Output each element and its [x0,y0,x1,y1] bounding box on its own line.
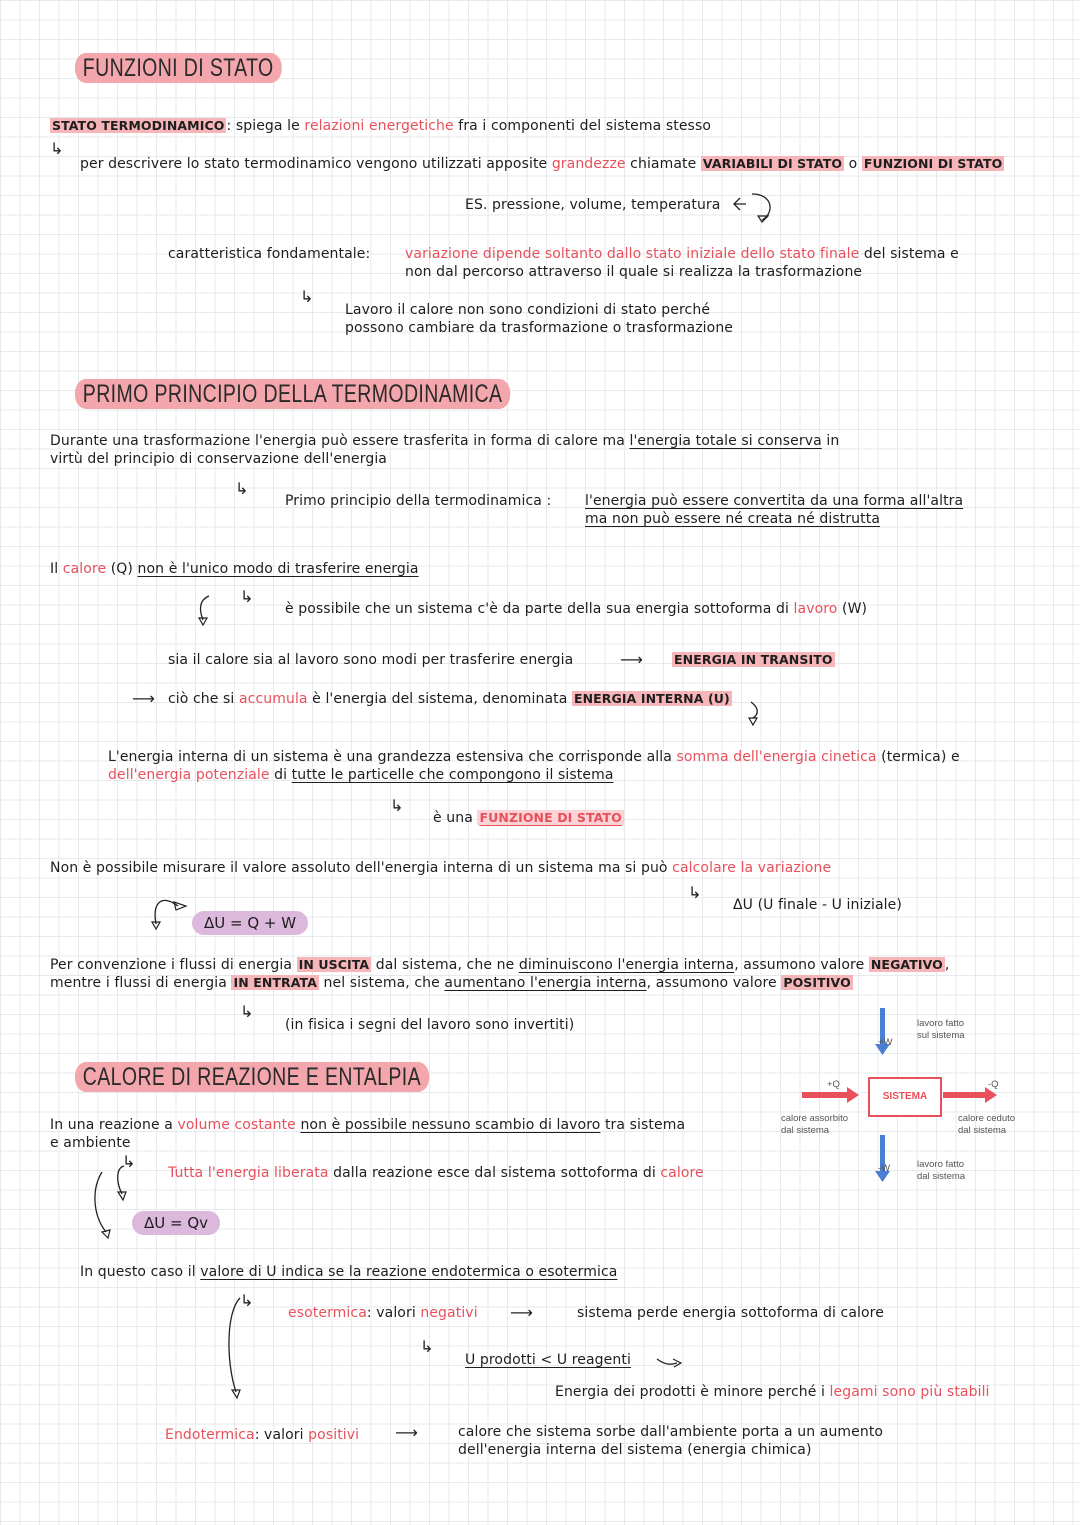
curved-arrow-icon [655,1355,685,1375]
hook-arrow-icon: ↳ [235,479,249,498]
example-line: ES. pressione, volume, temperatura [465,197,721,213]
long-arrow-icon: ⟶ [510,1303,533,1322]
plus-q-label: +Q [827,1079,840,1090]
hook-arrow-icon: ↳ [240,587,254,606]
minus-w-label: -W [878,1163,891,1174]
hook-arrow-icon: ↳ [688,883,702,902]
term-variabili-di-stato: VARIABILI DI STATO [702,156,843,171]
energia-in-transito: ENERGIA IN TRANSITO [674,652,833,667]
primo-principio-def-1: l'energia può essere convertita da una forma all'altra [585,493,964,509]
endotermica-result-2: dell'energia interna del sistema (energia chimica) [458,1442,812,1458]
convenzione-line-2: mentre i flussi di energia IN ENTRATA nel sistema, che aumentano l'energia interna, assumono valore POSITIVO [50,975,851,991]
calore-assorbito-label-1: calore assorbito [781,1113,849,1124]
primo-principio-label: Primo principio della termodinamica : [285,493,552,509]
primo-principio-def-2: ma non può essere né creata né distrutta [585,511,881,527]
u-prodotti-reagenti: U prodotti < U reagenti [465,1352,631,1368]
section-title-primo-principio: PRIMO PRINCIPIO DELLA TERMODINAMICA [75,379,510,409]
plus-w-label: +W [878,1037,893,1048]
diagram-arrows [780,1005,1040,1195]
non-possibile-line: Non è possibile misurare il valore assoluto dell'energia interna di un sistema ma si può calcolare la variazione [50,860,832,876]
endotermica-line: Endotermica: valori positivi [165,1427,360,1443]
calore-ceduto-label-2: dal sistema [958,1125,1007,1136]
lavoro-line: è possibile che un sistema c'è da parte della sua energia sottoforma di lavoro (W) [285,601,868,617]
long-arrow-icon: ⟶ [620,650,643,669]
system-box: SISTEMA [868,1077,942,1117]
fisica-note: (in fisica i segni del lavoro sono invertiti) [285,1017,575,1033]
lavoro-calore-line-1: Lavoro il calore non sono condizioni di stato perché [345,302,711,318]
volume-costante-line-2: e ambiente [50,1135,131,1151]
hook-arrow-icon: ↳ [390,796,404,815]
curved-arrow-icon [148,892,193,942]
sia-calore-line: sia il calore sia al lavoro sono modi per trasferire energia [168,652,574,668]
caratteristica-label: caratteristica fondamentale: [168,246,371,262]
stato-termodinamico-line: STATO TERMODINAMICO : spiega le relazioni energetiche fra i componenti del sistema stesso [52,118,712,134]
trasformazione-line-2: virtù del principio di conservazione dell'energia [50,451,387,467]
curved-arrow-icon [195,592,215,632]
esotermica-line: esotermica: valori negativi [288,1305,478,1321]
hook-arrow-icon: ↳ [420,1337,434,1356]
convenzione-line-1: Per convenzione i flussi di energia IN USCITA dal sistema, che ne diminuiscono l'energia interna, assumono valore NEGATIVO , [50,957,950,973]
funzione-di-stato-line: è una FUNZIONE DI STATO [433,810,622,826]
hook-arrow-icon: ↳ [122,1152,136,1171]
esotermica-result: sistema perde energia sottoforma di calore [577,1305,884,1321]
formula-delta-u-qv: ΔU = Qv [132,1211,220,1235]
lavoro-dal-label-2: dal sistema [917,1171,966,1182]
hook-arrow-icon: ↳ [240,1002,254,1021]
calore-line: Il calore (Q) non è l'unico modo di trasferire energia [50,561,419,577]
volume-costante-line-1: In una reazione a volume costante non è possibile nessuno scambio di lavoro tra sistema [50,1117,686,1133]
term-stato-termodinamico: STATO TERMODINAMICO [52,118,225,133]
delta-u-definition: ΔU (U finale - U iniziale) [733,897,902,913]
term-funzioni-di-stato: FUNZIONI DI STATO [863,156,1003,171]
caratteristica-text-2: non dal percorso attraverso il quale si realizza la trasformazione [405,264,863,280]
in-questo-caso-line: In questo caso il valore di U indica se la reazione endotermica o esotermica [80,1264,618,1280]
energia-interna-line: ciò che si accumula è l'energia del sistema, denominata ENERGIA INTERNA (U) [168,691,730,707]
caratteristica-text-1: variazione dipende soltanto dallo stato iniziale dello stato finale del sistema e [405,246,959,262]
lavoro-sul-label-1: lavoro fatto [917,1018,964,1029]
long-arrow-icon: ⟶ [395,1423,418,1442]
calore-assorbito-label-2: dal sistema [781,1125,830,1136]
calore-ceduto-label-1: calore ceduto [958,1113,1016,1124]
trasformazione-line-1: Durante una trasformazione l'energia può essere trasferita in forma di calore ma l'energia totale si conserva in [50,433,840,449]
endotermica-result-1: calore che sistema sorbe dall'ambiente porta a un aumento [458,1424,884,1440]
curved-arrow-icon [745,700,765,732]
variabili-di-stato-line: per descrivere lo stato termodinamico vengono utilizzati apposite grandezze chiamate VARIABILI DI STATO o FUNZIONI DI STATO [80,156,1003,172]
section-title-funzioni-di-stato: FUNZIONI DI STATO [75,53,281,83]
lavoro-calore-line-2: possono cambiare da trasformazione o trasformazione [345,320,734,336]
minus-q-label: -Q [988,1079,999,1090]
hook-arrow-icon: ↳ [240,1291,254,1310]
hook-arrow-icon: ↳ [50,139,64,158]
tutta-energia-line: Tutta l'energia liberata dalla reazione esce dal sistema sottoforma di calore [168,1165,704,1181]
curved-arrow-icon [730,188,780,228]
formula-delta-u-q-w: ΔU = Q + W [192,911,308,935]
curved-arrows-icon [88,1158,148,1248]
lavoro-dal-label-1: lavoro fatto [917,1159,964,1170]
energia-interna-def-1: L'energia interna di un sistema è una grandezza estensiva che corrisponde alla somma dell'energia cinetica (termica) e [108,749,960,765]
section-title-calore-di-reazione: CALORE DI REAZIONE E ENTALPIA [75,1062,429,1092]
energia-interna-def-2: dell'energia potenziale di tutte le particelle che compongono il sistema [108,767,614,783]
lavoro-sul-label-2: sul sistema [917,1030,965,1041]
long-arrow-icon: ⟶ [132,689,155,708]
energia-prodotti-line: Energia dei prodotti è minore perché i legami sono più stabili [555,1384,990,1400]
hook-arrow-icon: ↳ [300,287,314,306]
